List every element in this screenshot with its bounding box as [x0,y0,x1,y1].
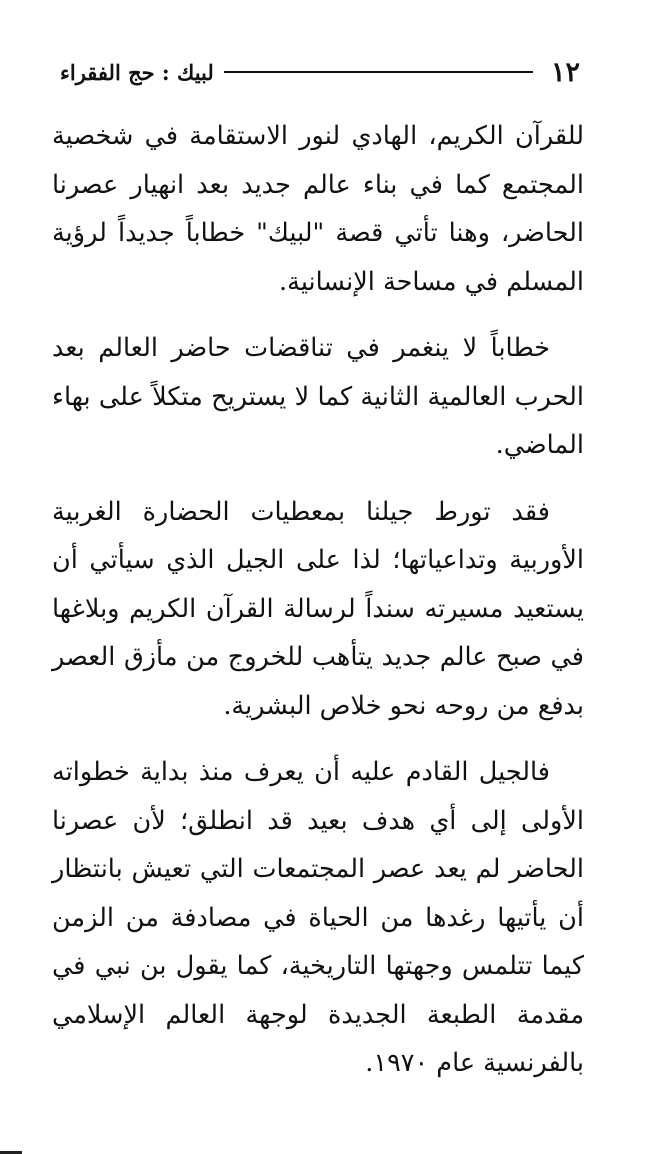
paragraph-2: خطاباً لا ينغمر في تناقضات حاضر العالم بعد الحرب العالمية الثانية كما لا يستريح متكلاً على بهاء الماضي. [52,333,584,460]
header-rule [224,71,533,73]
paragraph-4: فالجيل القادم عليه أن يعرف منذ بداية خطواته الأولى إلى أي هدف بعيد قد انطلق؛ لأن عصرنا الحاضر لم يعد عصر المجتمعات التي تعيش بانتظار أن يأتيها رغدها من الحياة في مصادفة من الزمن كيما تتلمس وجهتها التاريخية، كما يقول بن نبي في مقدمة الطبعة الجديدة لوجهة العالم الإسلامي بالفرنسية عام ١٩٧٠. [52,757,584,1078]
paragraph-3: فقد تورط جيلنا بمعطيات الحضارة الغربية الأوربية وتداعياتها؛ لذا على الجيل الذي سيأتي أن يستعيد مسيرته سنداً لرسالة القرآن الكريم وبلاغها في صبح عالم جديد يتأهب للخروج من مأزق العصر بدفع من روحه نحو خلاص البشرية. [52,496,584,721]
running-title: لبيك : حج الفقراء [60,59,214,85]
body-text [52,112,584,1106]
running-head [60,50,580,94]
paragraph-1: للقرآن الكريم، الهادي لنور الاستقامة في شخصية المجتمع كما في بناء عالم جديد بعد انهيار عصرنا الحاضر، وهنا تأتي قصة "لبيك" خطاباً جديداً لرؤية المسلم في مساحة الإنسانية. [52,121,584,297]
page-number: ١٢ [550,56,580,88]
